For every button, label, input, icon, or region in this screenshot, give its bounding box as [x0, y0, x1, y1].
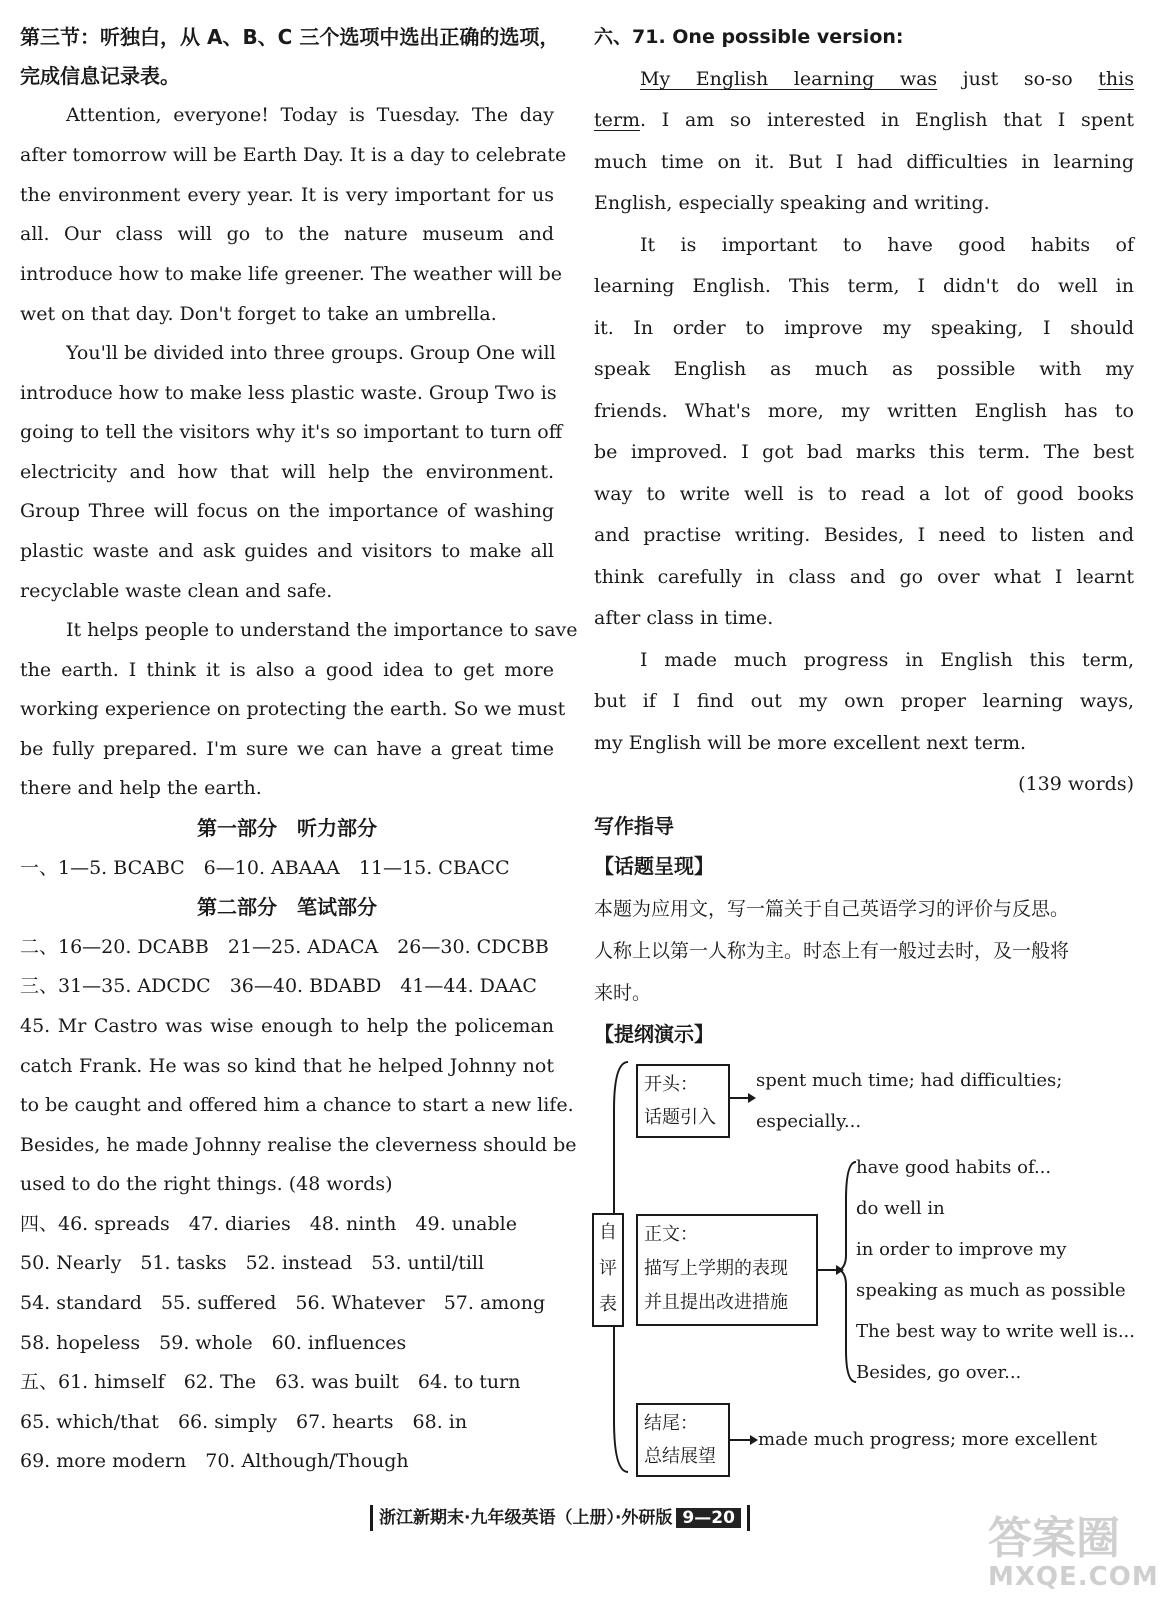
- essay-line: It is important to have good habits of: [640, 234, 1134, 256]
- body-desc: 描写上学期的表现: [644, 1258, 788, 1279]
- transcript-line: the earth. I think it is also a good idea to get more: [20, 659, 554, 681]
- essay-line: learning English. This term, I didn't do well in: [594, 275, 1134, 297]
- outline-body-box: [636, 1214, 818, 1326]
- footer-title: 浙江新期末·九年级英语（上册）·外研版: [379, 1508, 673, 1528]
- transcript-line: It helps people to understand the importance to save: [66, 619, 578, 641]
- essay-line: English, especially speaking and writing.: [594, 192, 990, 214]
- ending-label: 结尾：: [644, 1413, 698, 1434]
- answers-section-3: 三、31—35. ADCDC 36—40. BDABD 41—44. DAAC: [20, 975, 537, 997]
- essay-line: be improved. I got bad marks this term. The best: [594, 441, 1134, 463]
- essay-line: it. In order to improve my speaking, I should: [594, 317, 1134, 339]
- transcript-line: plastic waste and ask guides and visitors to make all: [20, 540, 554, 562]
- arrow-head: [750, 1435, 758, 1445]
- part2-heading: 第二部分 笔试部分: [197, 895, 377, 919]
- essay-line: speak English as much as possible with my: [594, 358, 1134, 380]
- ending-point: made much progress; more excellent: [758, 1429, 1098, 1450]
- transcript-line: the environment every year. It is very important for us: [20, 184, 554, 206]
- transcript-line: after tomorrow will be Earth Day. It is a day to celebrate: [20, 144, 567, 166]
- transcript-line: introduce how to make less plastic waste. Group Two is: [20, 382, 557, 404]
- ending-desc: 总结展望: [644, 1446, 716, 1467]
- underlined-phrase: this: [1098, 68, 1134, 90]
- watermark-logo: 答案圈: [988, 1513, 1120, 1564]
- essay-line: and practise writing. Besides, I need to listen and: [594, 524, 1134, 546]
- section-title: 第三节：听独白，从 A、B、C 三个选项中选出正确的选项，: [20, 25, 560, 49]
- transcript-line: Attention, everyone! Today is Tuesday. The day: [66, 104, 554, 126]
- transcript-line: electricity and how that will help the environment.: [20, 461, 554, 483]
- body-desc: 并且提出改进措施: [644, 1292, 788, 1313]
- essay-line: [594, 66, 1134, 92]
- transcript-line: You'll be divided into three groups. Group One will: [66, 342, 556, 364]
- answer-45-line: Besides, he made Johnny realise the cleverness should be: [20, 1134, 577, 1156]
- word-count: (139 words): [1018, 773, 1134, 795]
- opening-desc: 话题引入: [644, 1107, 716, 1128]
- topic-text-line: 人称上以第一人称为主。时态上有一般过去时，及一般将: [594, 940, 1070, 962]
- transcript-line: be fully prepared. I'm sure we can have a great time: [20, 738, 554, 760]
- topic-text-line: 本题为应用文，写一篇关于自己英语学习的评价与反思。: [594, 898, 1070, 920]
- body-point: speaking as much as possible: [856, 1280, 1126, 1301]
- answer-45-line: to be caught and offered him a chance to start a new life.: [20, 1094, 574, 1116]
- essay-line: friends. What's more, my written English has to: [594, 400, 1134, 422]
- answers-section-1: 一、1—5. BCABC 6—10. ABAAA 11—15. CBACC: [20, 857, 510, 879]
- body-brace: [840, 1162, 856, 1382]
- essay-line: I made much progress in English this term,: [640, 649, 1134, 671]
- body-point: have good habits of...: [856, 1157, 1052, 1178]
- arrow-head: [836, 1265, 844, 1275]
- opening-label: 开头：: [644, 1074, 698, 1095]
- essay-line: after class in time.: [594, 607, 774, 629]
- essay-line: [594, 107, 1134, 133]
- essay-heading: 六、71. One possible version:: [594, 26, 904, 48]
- transcript-line: going to tell the visitors why it's so important to turn off: [20, 421, 563, 443]
- answer-line: 58. hopeless 59. whole 60. influences: [20, 1332, 407, 1354]
- outline-heading: 【提纲演示】: [594, 1022, 714, 1046]
- underlined-phrase: term: [594, 109, 640, 131]
- answer-45-line: 45. Mr Castro was wise enough to help the policeman: [20, 1015, 554, 1037]
- guide-heading: 写作指导: [594, 814, 674, 838]
- body-point: do well in: [856, 1198, 945, 1219]
- topic-heading: 【话题呈现】: [594, 854, 714, 878]
- transcript-line: there and help the earth.: [20, 777, 262, 799]
- topic-text-line: 来时。: [594, 982, 652, 1004]
- page-footer: [370, 1505, 750, 1531]
- body-point: Besides, go over...: [856, 1362, 1022, 1383]
- answer-line: 54. standard 55. suffered 56. Whatever 57. among: [20, 1292, 546, 1314]
- answer-45-line: used to do the right things. (48 words): [20, 1173, 393, 1195]
- outline-opening-box: [636, 1064, 730, 1138]
- body-label: 正文：: [644, 1224, 698, 1245]
- page-number: 9—20: [676, 1508, 741, 1528]
- opening-point: especially...: [756, 1111, 862, 1132]
- transcript-line: wet on that day. Don't forget to take an umbrella.: [20, 303, 497, 325]
- body-point: in order to improve my: [856, 1239, 1067, 1260]
- outline-ending-box: [636, 1403, 730, 1477]
- opening-point: spent much time; had difficulties;: [756, 1070, 1063, 1091]
- transcript-line: working experience on protecting the earth. So we must: [20, 698, 566, 720]
- essay-line: way to write well is to read a lot of good books: [594, 483, 1134, 505]
- essay-fragment: . I am so interested in English that I spent: [639, 109, 1134, 131]
- answer-line: 69. more modern 70. Although/Though: [20, 1450, 409, 1472]
- transcript-line: all. Our class will go to the nature museum and: [20, 223, 554, 245]
- answer-line: 50. Nearly 51. tasks 52. instead 53. until/till: [20, 1252, 485, 1274]
- watermark-url: MXQE.COM: [988, 1562, 1159, 1592]
- watermark: [978, 1502, 1158, 1592]
- transcript-line: Group Three will focus on the importance of washing: [20, 500, 554, 522]
- root-char: 评: [599, 1258, 617, 1279]
- answer-line: 四、46. spreads 47. diaries 48. ninth 49. unable: [20, 1213, 517, 1235]
- answer-line: 五、61. himself 62. The 63. was built 64. to turn: [20, 1371, 521, 1393]
- essay-line: much time on it. But I had difficulties in learning: [594, 151, 1134, 173]
- underlined-phrase: My English learning was: [640, 68, 938, 90]
- essay-line: but if I find out my own proper learning ways,: [594, 690, 1134, 712]
- root-char: 自: [599, 1222, 617, 1243]
- answers-section-2: 二、16—20. DCABB 21—25. ADACA 26—30. CDCBB: [20, 936, 549, 958]
- section-title-cont: 完成信息记录表。: [20, 64, 180, 88]
- transcript-line: recyclable waste clean and safe.: [20, 580, 333, 602]
- body-point: The best way to write well is...: [856, 1321, 1135, 1342]
- part1-heading: 第一部分 听力部分: [197, 816, 377, 840]
- transcript-line: introduce how to make life greener. The weather will be: [20, 263, 562, 285]
- arrow-head: [748, 1093, 756, 1103]
- essay-fragment: just so-so: [937, 68, 1099, 90]
- essay-line: think carefully in class and go over what I learnt: [594, 566, 1134, 588]
- root-char: 表: [599, 1294, 617, 1315]
- essay-line: my English will be more excellent next term.: [594, 732, 1027, 754]
- outline-root-box: [592, 1213, 624, 1327]
- answer-45-line: catch Frank. He was so kind that he helped Johnny not: [20, 1055, 554, 1077]
- answer-line: 65. which/that 66. simply 67. hearts 68. in: [20, 1411, 468, 1433]
